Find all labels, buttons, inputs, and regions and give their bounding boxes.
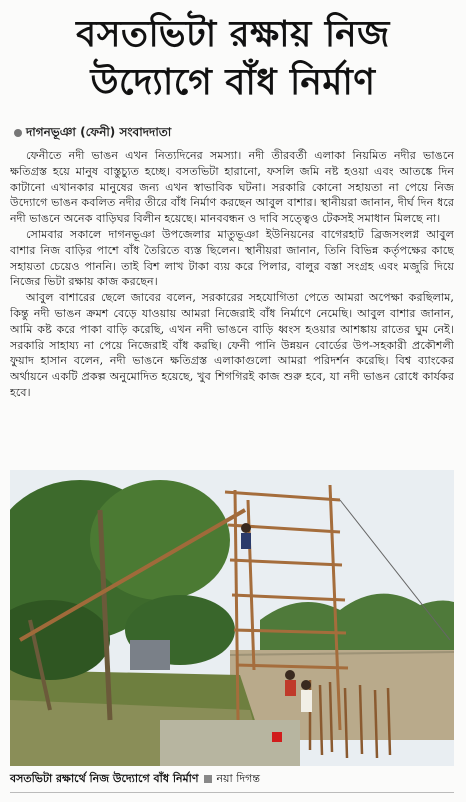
- photo-caption: [10, 770, 454, 788]
- news-photo: [10, 470, 454, 766]
- paragraph-3: আবুল বাশারের ছেলে জাবের বলেন, সরকারের সহযোগিতা পেতে আমরা অপেক্ষা করছিলাম, কিন্তু নদী ভাঙন ক্রমশ বেড়ে যাওয়ায় আমরা নিজেরাই বাঁধ নির্মাণে নেমেছি। আবুল বাশার জানান, আমি কষ্ট করে পাকা বাড়ি করেছি, এখন নদী ভাঙনে বাড়ি ধ্বংস হওয়ার আশঙ্কায় রাতের ঘুম নেই। সরকারি সাহায্য না পেয়ে নিজেরাই বাঁধ করছি। ফেনী পানি উন্নয়ন বোর্ডের উপ-সহকারী প্রকৌশলী ফুয়াদ হাসান বলেন, নদী ভাঙনে ক্ষতিগ্রস্ত এলাকাগুলো আমরা পরিদর্শন করেছি। বিশ্ব ব্যাংকের অর্থায়নে একটি প্রকল্প অনুমোদিত হয়েছে, খুব শিগগিরই কাজ শুরু হবে, যা নদী ভাঙন রোধে কার্যকর হবে।: [10, 291, 454, 399]
- red-bucket: [272, 732, 282, 742]
- caption-text: বসতভিটা রক্ষার্থে নিজ উদ্যোগে বাঁধ নির্মাণ: [10, 772, 199, 785]
- divider: [10, 792, 454, 793]
- headline-line-2: উদ্যোগে বাঁধ নির্মাণ: [90, 62, 376, 103]
- article-body: [10, 148, 454, 466]
- headline-line-1: বসতভিটা রক্ষায় নিজ: [76, 14, 390, 55]
- caption-source: নয়া দিগন্ত: [216, 772, 260, 785]
- byline: [14, 124, 171, 144]
- separator-icon: [204, 775, 212, 783]
- embankment-construction-photo: [10, 470, 454, 766]
- bullet-icon: [14, 129, 22, 137]
- paragraph-2: সোমবার সকালে দাগনভূঞা উপজেলার মাতুভূঞা ইউনিয়নের বাগেরহাট ব্রিজসংলগ্ন আবুল বাশার নিজ বাড়ির পাশে বাঁধ তৈরিতে ব্যস্ত ছিলেন। স্থানীয়রা জানান, তিনি বিভিন্ন কর্তৃপক্ষের কাছে সহায়তা চেয়েও পাননি। তাই বিশ লাখ টাকা ব্যয় করে পিলার, বালুর বস্তা সংগ্রহ এবং মজুরি দিয়ে নিজের ভিটা রক্ষায় কাজ করছেন।: [10, 227, 454, 289]
- paragraph-1: ফেনীতে নদী ভাঙন এখন নিত্যদিনের সমস্যা। নদী তীরবর্তী এলাকা নিয়মিত নদীর ভাঙনে ক্ষতিগ্রস্ত হয়ে মানুষ বাস্তুচ্যুত হচ্ছে। বসতভিটা হারানো, ফসলি জমি নষ্ট হওয়া এবং আতঙ্কে দিন কাটানো এখানকার মানুষের জন্য এখন স্বাভাবিক ঘটনা। সরকারি কোনো সহায়তা না পেয়ে নিজ উদ্যোগে ভাঙন কবলিত নদীর তীরে বাঁধ নির্মাণ করছেন আবুল বাশার। স্থানীয়রা জানান, দীর্ঘ দিন ধরে নদী ভাঙনে অনেক বাড়িঘর বিলীন হয়েছে। মানববন্ধন ও দাবি সত্ত্বেও টেকসই সমাধান মিলছে না।: [10, 149, 454, 226]
- sand-ground: [160, 720, 300, 766]
- byline-text: দাগনভূঞা (ফেনী) সংবাদদাতা: [26, 125, 172, 139]
